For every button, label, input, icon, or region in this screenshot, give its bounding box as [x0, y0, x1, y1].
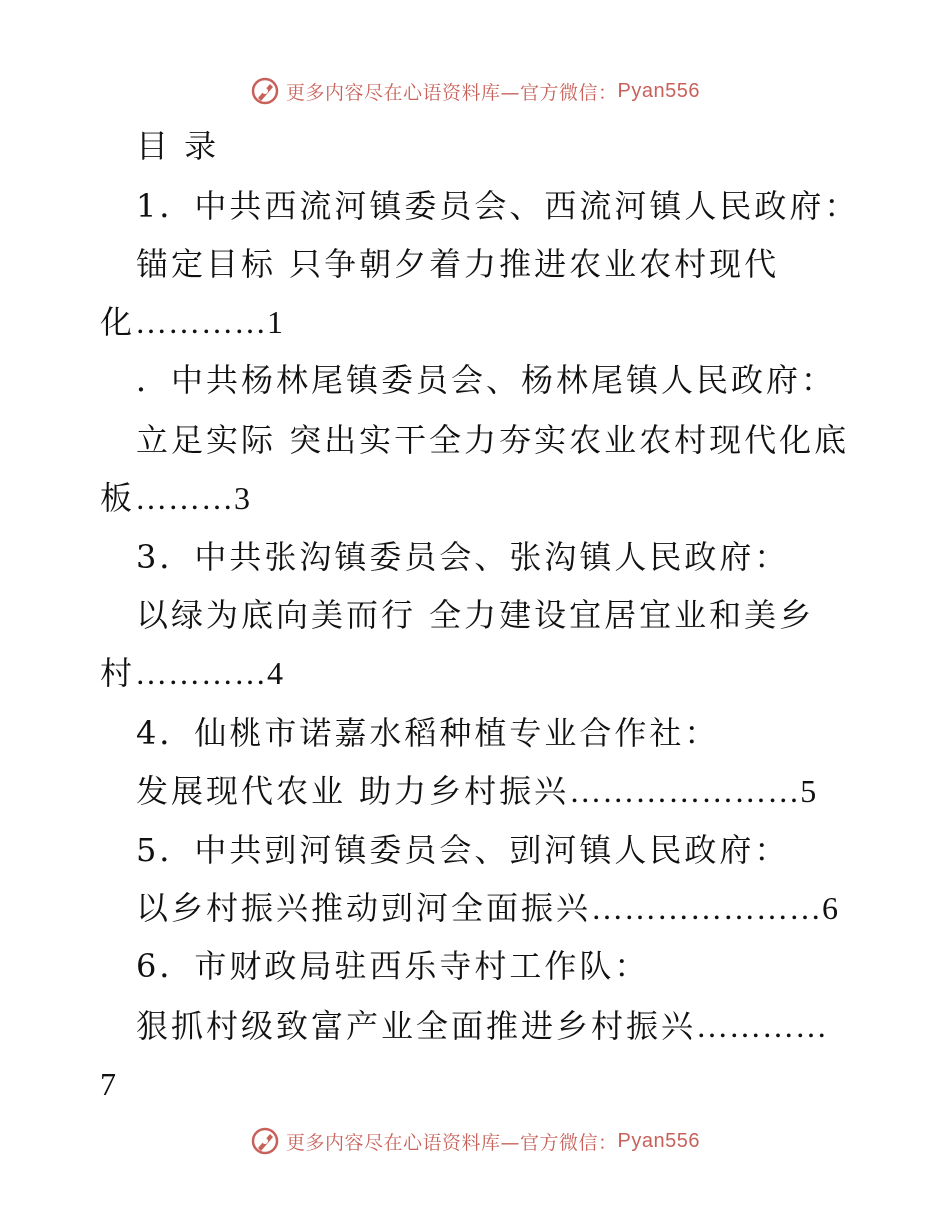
pen-logo-icon	[250, 76, 280, 106]
toc-entry-2-org: ．中共杨林尾镇委员会、杨林尾镇人民政府：	[136, 361, 837, 399]
toc-entry-5-page: 6	[822, 890, 840, 926]
toc-entry-4-org: 4．仙桃市诺嘉水稻种植专业合作社：	[136, 714, 720, 752]
toc-entry-1-leader: …………	[135, 304, 268, 340]
toc-entry-3-page: 4	[267, 655, 285, 691]
toc-entry-1-title-end: 化	[100, 303, 136, 341]
footer-banner-handle: Pyan556	[617, 1129, 700, 1152]
toc-entry-6-leader: …………	[696, 1008, 829, 1044]
toc-entry-3-org: 3．中共张沟镇委员会、张沟镇人民政府：	[136, 538, 790, 576]
toc-entry-4-title: 发展现代农业 助力乡村振兴	[136, 772, 570, 810]
header-banner-text: 更多内容尽在心语资料库—官方微信：	[286, 81, 618, 104]
toc-entry-6-title: 狠抓村级致富产业全面推进乡村振兴	[136, 1007, 697, 1045]
toc-entry-4-page: 5	[800, 773, 818, 809]
toc-entry-3-continuation	[100, 653, 284, 693]
toc-entry-3-title: 以绿为底向美而行 全力建设宜居宜业和美乡	[136, 596, 815, 634]
toc-entry-1-title: 锚定目标 只争朝夕着力推进农业农村现代	[136, 245, 780, 283]
toc-entry-2-title-end: 板	[100, 479, 136, 517]
toc-entry-5-org: 5．中共剅河镇委员会、剅河镇人民政府：	[136, 831, 790, 869]
toc-entry-2-leader: ………	[135, 480, 235, 516]
toc-entry-2-page: 3	[234, 480, 252, 516]
toc-entry-1-page: 1	[267, 304, 285, 340]
pen-logo-icon	[250, 1126, 280, 1156]
header-banner	[0, 71, 950, 111]
toc-entry-5-row	[136, 888, 839, 928]
toc-entry-4-row	[136, 771, 817, 811]
toc-entry-6-page: 7	[100, 1066, 117, 1102]
footer-banner	[0, 1121, 950, 1161]
toc-entry-4-leader: …………………	[569, 773, 801, 809]
toc-entry-5-title: 以乡村振兴推动剅河全面振兴	[136, 889, 592, 927]
toc-entry-6-continuation	[100, 1064, 117, 1104]
toc-entry-2-title: 立足实际 突出实干全力夯实农业农村现代化底	[136, 421, 850, 459]
toc-entry-1-continuation	[100, 302, 284, 342]
toc-entry-3-title-end: 村	[100, 654, 136, 692]
footer-banner-text: 更多内容尽在心语资料库—官方微信：	[286, 1131, 618, 1154]
toc-entry-6-org: 6．市财政局驻西乐寺村工作队：	[136, 947, 650, 985]
toc-entry-2-continuation	[100, 478, 251, 518]
toc-entry-1-org: 1．中共西流河镇委员会、西流河镇人民政府：	[136, 187, 860, 225]
toc-entry-6-row	[136, 1006, 828, 1046]
toc-entry-3-leader: …………	[135, 655, 268, 691]
header-banner-handle: Pyan556	[617, 79, 700, 102]
toc-title: 目 录	[136, 127, 220, 165]
toc-entry-5-leader: …………………	[591, 890, 823, 926]
